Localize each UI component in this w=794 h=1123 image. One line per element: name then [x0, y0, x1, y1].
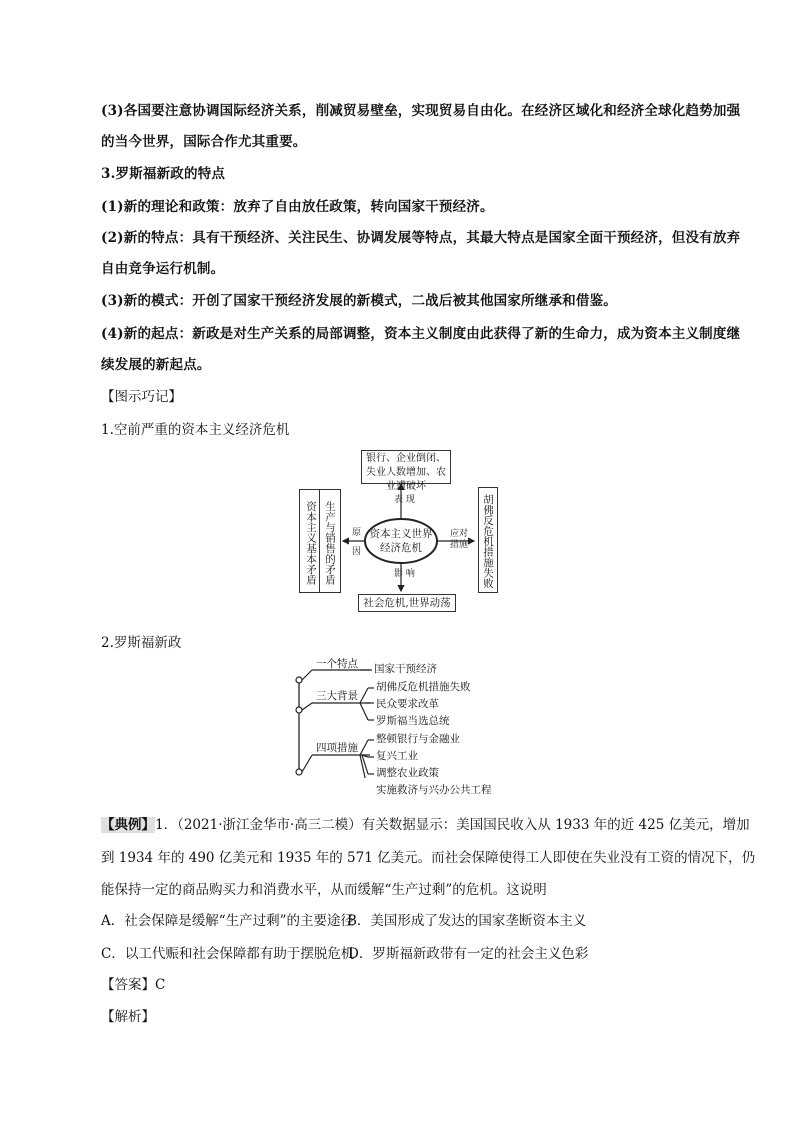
- example-tag: 【典例】: [101, 817, 155, 833]
- response-label: 应对措施: [449, 529, 468, 550]
- section-tuji-heading: 【图示巧记】: [101, 389, 182, 405]
- background-item-3: 罗斯福当选总统: [376, 715, 450, 727]
- paragraph-features-line-1: (2)新的特点：具有干预经济、关注民生、协调发展等特点，其最大特点是国家全面干预经济，但没有放弃: [101, 230, 741, 246]
- paragraph-3-line-2: 的当今世界，国际合作尤其重要。: [101, 134, 307, 150]
- impact-box: 社会危机,世界动荡: [358, 594, 456, 612]
- example-question-line-1: [101, 816, 750, 834]
- paragraph-new-start-line-1: (4)新的起点：新政是对生产关系的局部调整，资本主义制度由此获得了新的生命力，成为资本主义制度继: [101, 326, 741, 342]
- paragraph-features-line-2: 自由竞争运行机制。: [101, 261, 225, 277]
- impact-label: 影 响: [394, 569, 415, 579]
- feature-item-1: 国家干预经济: [374, 663, 437, 675]
- measure-item-3: 调整农业政策: [376, 767, 439, 779]
- group-label-background: 三大背景: [316, 690, 358, 702]
- cause-box: [299, 489, 341, 593]
- analysis-heading: 【解析】: [101, 1009, 155, 1025]
- background-item-2: 民众要求改革: [376, 698, 439, 710]
- example-question-source: （2021·浙江金华市·高三二模）有关数据显示：美国国民收入从 1933 年的近 425 亿美元，增加: [177, 817, 750, 833]
- response-box: [478, 487, 498, 593]
- cause-box-divider: [319, 490, 320, 592]
- new-deal-tree: [290, 658, 510, 796]
- example-question-line-3: 能保持一定的商品购买力和消费水平，从而缓解“生产过剩”的危机。这说明: [101, 882, 547, 898]
- example-number: 1．: [155, 817, 178, 833]
- section-heading-roosevelt-features: 3.罗斯福新政的特点: [101, 166, 226, 182]
- measure-item-2: 复兴工业: [376, 750, 418, 762]
- paragraph-new-model: (3)新的模式：开创了国家干预经济发展的新模式，二战后被其他国家所继承和借鉴。: [101, 293, 617, 309]
- group-label-measures: 四项措施: [316, 742, 358, 754]
- hoover-failure-text: 胡佛反危机措施失败: [482, 493, 494, 589]
- paragraph-theory-policy: (1)新的理论和政策：放弃了自由放任政策，转向国家干预经济。: [101, 199, 494, 215]
- cause-production-sales: 生产与销售的矛盾: [324, 501, 336, 585]
- option-a: A．社会保障是缓解“生产过剩”的主要途径: [101, 913, 355, 929]
- measure-item-4: 实施救济与兴办公共工程: [376, 784, 492, 796]
- example-question-line-2: 到 1934 年的 490 亿美元和 1935 年的 571 亿美元。而社会保障使得工人即使在失业没有工资的情况下，仍: [101, 850, 756, 866]
- option-b: B．美国形成了发达的国家垄断资本主义: [347, 913, 587, 929]
- cause-basic-contradiction: 资本主义基本矛盾: [305, 501, 317, 585]
- option-d: D．罗斯福新政带有一定的社会主义色彩: [348, 946, 589, 962]
- measure-item-1: 整顿银行与金融业: [376, 733, 460, 745]
- paragraph-3-line-1: (3)各国要注意协调国际经济关系，削减贸易壁垒，实现贸易自由化。在经济区域化和经济全球化趋势加强: [101, 103, 741, 119]
- crisis-diagram: [298, 447, 498, 617]
- crisis-center-label: 资本主义世界经济危机: [369, 528, 433, 554]
- answer-line: 【答案】C: [101, 977, 166, 993]
- manifestation-label: 表 现: [394, 495, 415, 505]
- option-c: C．以工代赈和社会保障都有助于摆脱危机: [101, 946, 355, 962]
- background-item-1: 胡佛反危机措施失败: [376, 681, 471, 693]
- diagram1-title: 1.空前严重的资本主义经济危机: [101, 422, 290, 438]
- paragraph-new-start-line-2: 续发展的新起点。: [101, 357, 211, 373]
- manifestation-box: 银行、企业倒闭、失业人数增加、农业遭破坏: [361, 450, 451, 484]
- cause-label: 原 因: [350, 527, 360, 555]
- group-label-feature: 一个特点: [316, 658, 358, 670]
- diagram2-title: 2.罗斯福新政: [101, 635, 182, 651]
